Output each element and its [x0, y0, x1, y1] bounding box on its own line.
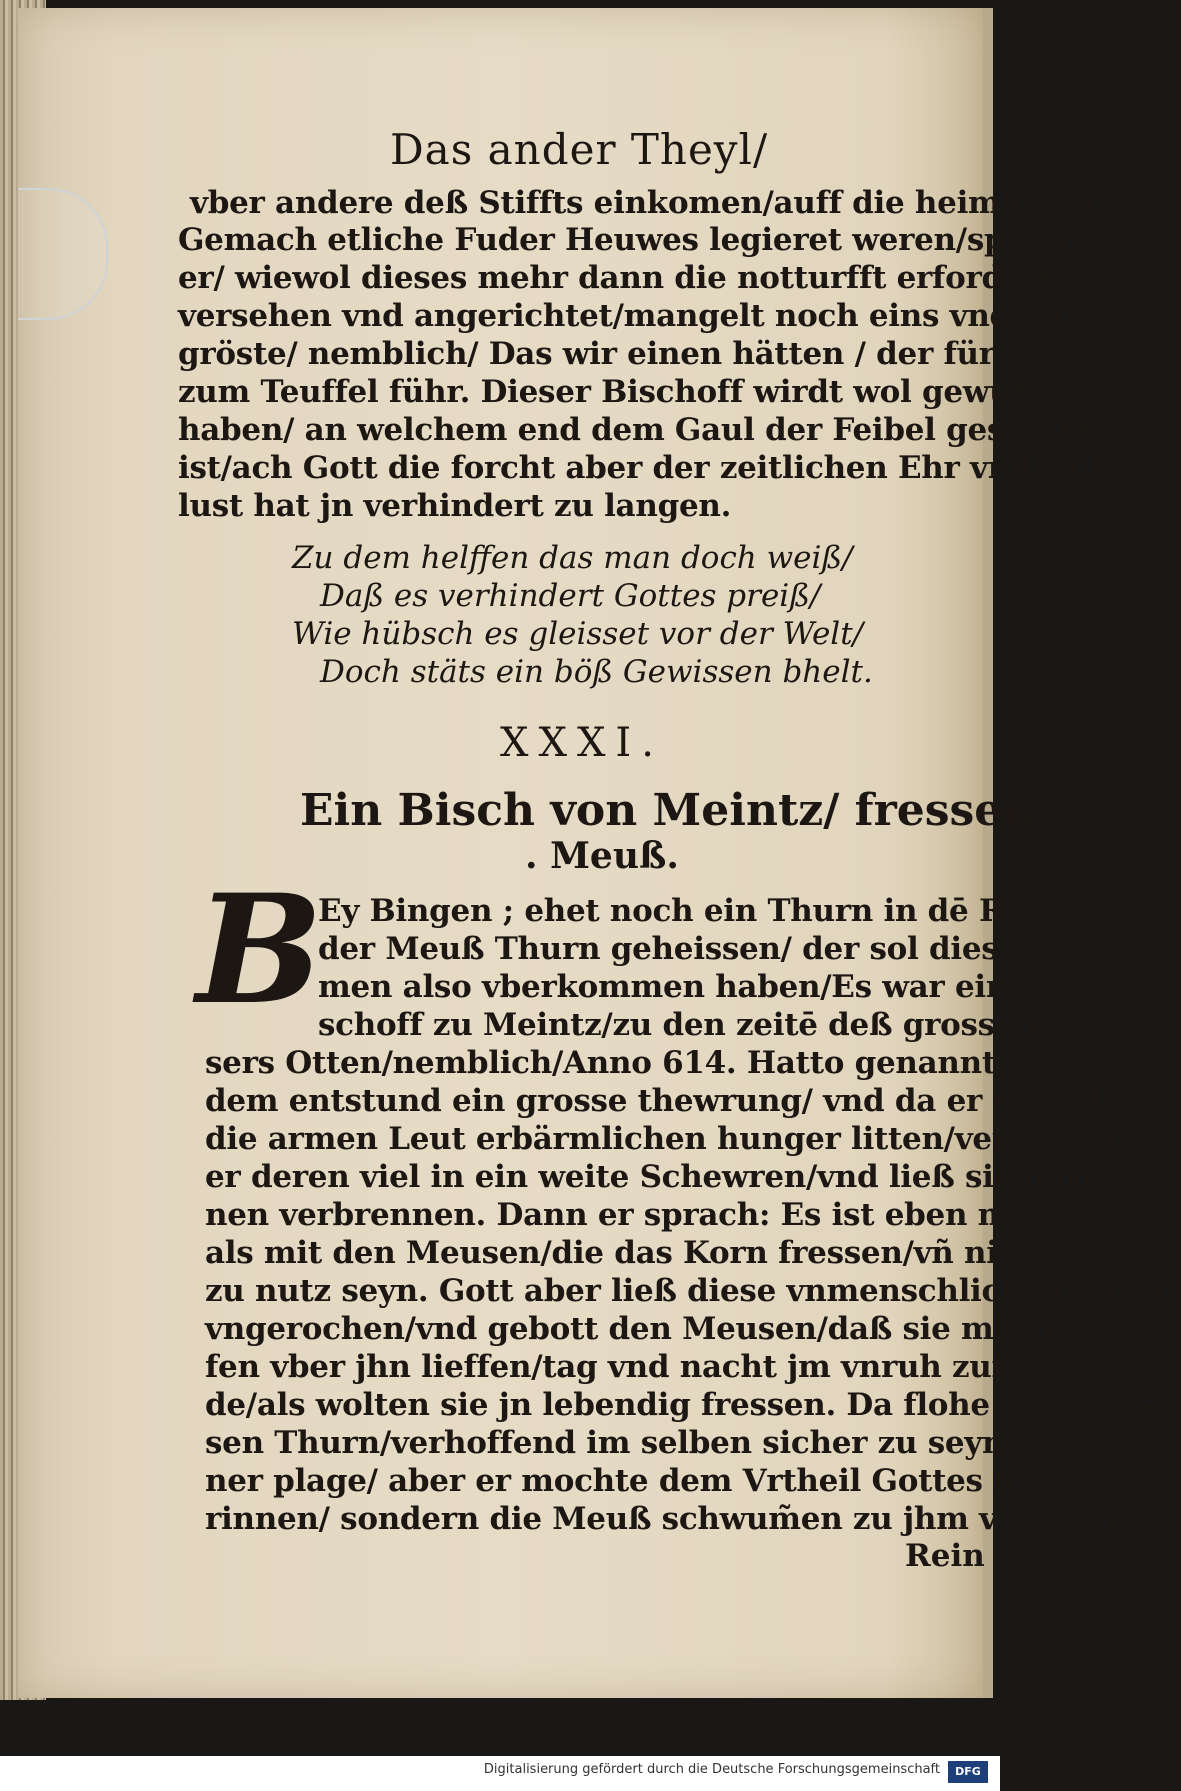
intro-line: haben/ an welchem end dem Gaul der Feibel gesteckt	[178, 412, 1092, 448]
verse-line: Zu dem helffen das man doch weiß/	[292, 540, 853, 576]
intro-line: Gemach etliche Fuder Heuwes legieret weren/sprach	[178, 222, 1082, 258]
body-line: die armen Leut erbärmlichen hunger litten/versamlet	[205, 1121, 1123, 1157]
body-line: der Meuß Thurn geheissen/ der sol diesen Na-	[318, 931, 1111, 967]
body-line: rinnen/ sondern die Meuß schwum̃en zu jhm vber den	[205, 1501, 1128, 1537]
drop-initial: B	[196, 862, 323, 1038]
body-line: dem entstund ein grosse thewrung/ vnd da er sahe/daß	[205, 1083, 1147, 1119]
body-line: fen vber jhn lieffen/tag vnd nacht jm vnruh zufügen-	[205, 1349, 1103, 1385]
verse-line: Wie hübsch es gleisset vor der Welt/	[292, 616, 864, 652]
body-line: sen Thurn/verhoffend im selben sicher zu seyn/ vor sei-	[205, 1425, 1151, 1461]
body-line: nen verbrennen. Dann er sprach: Es ist eben mit jnen/	[205, 1197, 1132, 1233]
body-line: men also vberkommen haben/Es war ein Bi-	[318, 969, 1069, 1005]
intro-line: er/ wiewol dieses mehr dann die notturfft erfordert/	[178, 260, 1064, 296]
chapter-number: XXXI.	[500, 720, 664, 766]
running-head: Das ander Theyl/	[390, 125, 769, 174]
body-line: sers Otten/nemblich/Anno 614. Hatto genannt/vnder	[205, 1045, 1104, 1081]
body-line: vngerochen/vnd gebott den Meusen/daß sie mit hauf-	[205, 1311, 1119, 1347]
body-line: Ey Bingen ; ehet noch ein Thurn in dē Rein/	[318, 893, 1069, 929]
chapter-title-line: . Meuß.	[525, 835, 679, 877]
body-line: ner plage/ aber er mochte dem Vrtheil Gottes nit ent-	[205, 1463, 1120, 1499]
catchword: Rein	[905, 1538, 985, 1574]
intro-line: vber andere deß Stiffts einkomen/auff die heimlichen	[190, 185, 1106, 221]
intro-line: lust hat jn verhindert zu langen.	[178, 488, 732, 524]
verse-line: Doch stäts ein böß Gewissen bhelt.	[320, 654, 873, 690]
intro-line: versehen vnd angerichtet/mangelt noch eins vnd das	[178, 298, 1080, 334]
dfg-logo-icon: DFG	[948, 1761, 988, 1783]
intro-line: gröste/ nemblich/ Das wir einen hätten / der für vns	[178, 336, 1063, 372]
body-line: als mit den Meusen/die das Korn fressen/vñ niemand	[205, 1235, 1114, 1271]
verse-line: Daß es verhindert Gottes preiß/	[320, 578, 821, 614]
chapter-title-line: Ein Bisch von Meintz/ fressen	[300, 785, 1035, 836]
footer-credit: Digitalisierung gefördert durch die Deutsche Forschungsgemeinschaft	[483, 1762, 940, 1777]
intro-line: zum Teuffel führ. Dieser Bischoff wirdt wol gewußt	[178, 374, 1049, 410]
body-line: zu nutz seyn. Gott aber ließ diese vnmenschliche that nit	[205, 1273, 1181, 1309]
intro-line: ist/ach Gott die forcht aber der zeitlichen Ehr vnd wol-	[178, 450, 1113, 486]
body-line: er deren viel in ein weite Schewren/vnd ließ sie darin-	[205, 1159, 1127, 1195]
body-line: schoff zu Meintz/zu den zeitē deß grossen Rey-	[318, 1007, 1123, 1043]
page-clip	[18, 188, 108, 320]
body-line: de/als wolten sie jn lebendig fressen. Da flohe er in die-	[205, 1387, 1156, 1423]
